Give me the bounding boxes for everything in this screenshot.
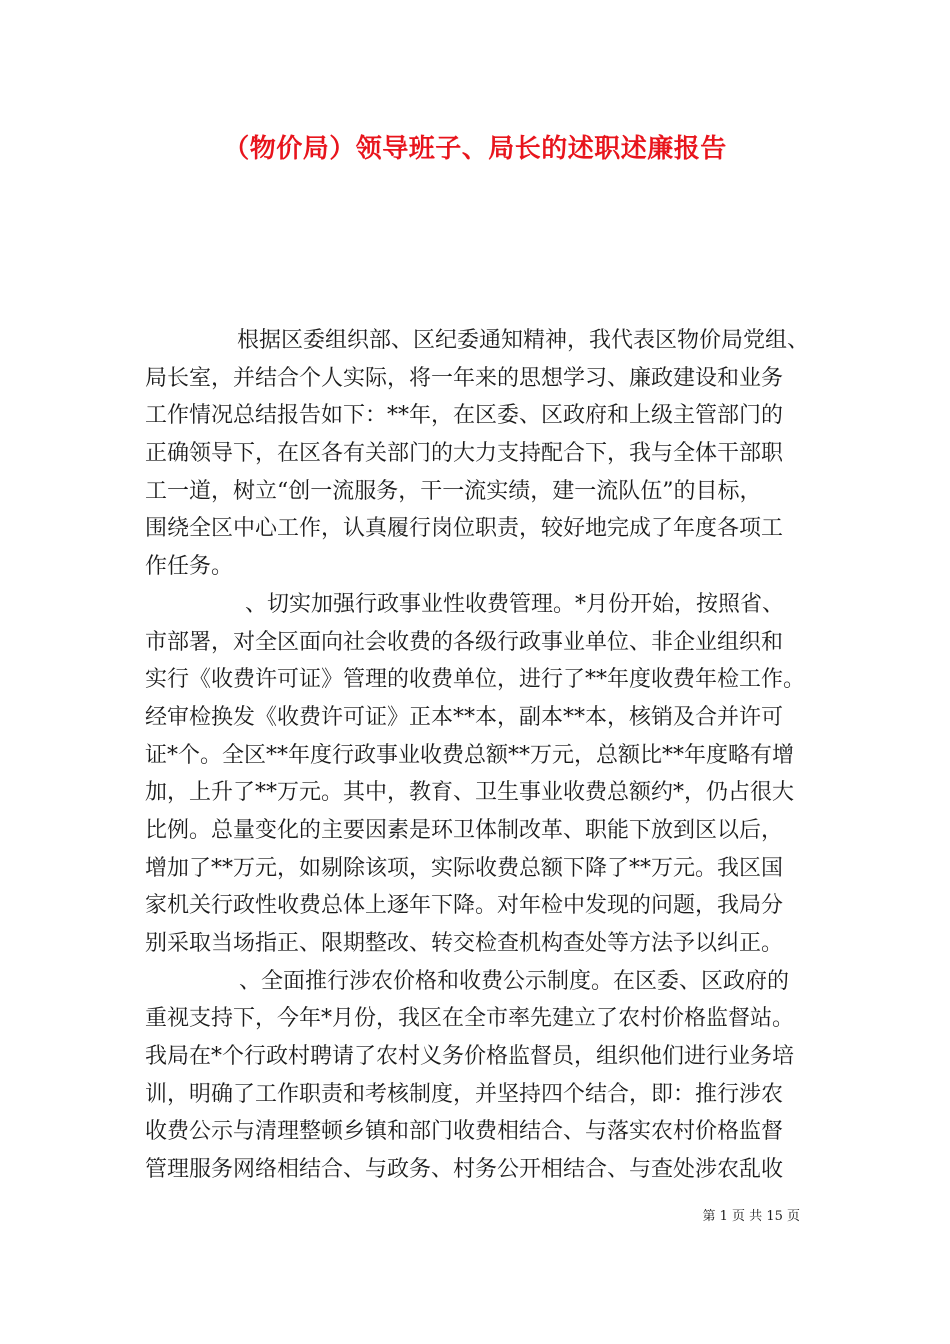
paragraph-line: 证*个。全区**年度行政事业收费总额**万元，总额比**年度略有增 xyxy=(145,742,795,768)
paragraph-line: 、切实加强行政事业性收费管理。*月份开始，按照省、 xyxy=(245,591,785,617)
paragraph-line: 训，明确了工作职责和考核制度，并坚持四个结合，即：推行涉农 xyxy=(145,1081,784,1107)
paragraph-line: 加，上升了**万元。其中，教育、卫生事业收费总额约*，仍占很大 xyxy=(145,780,795,806)
paragraph-line: 根据区委组织部、区纪委通知精神，我代表区物价局党组、 xyxy=(237,328,810,353)
paragraph-line: 市部署，对全区面向社会收费的各级行政事业单位、非企业组织和 xyxy=(145,629,784,655)
paragraph-line: 家机关行政性收费总体上逐年下降。对年检中发现的问题，我局分 xyxy=(145,893,784,919)
paragraph-fee-management xyxy=(145,586,825,963)
paragraph-line: 、全面推行涉农价格和收费公示制度。在区委、区政府的 xyxy=(239,968,790,994)
document-title: （物价局）领导班子、局长的述职述廉报告 xyxy=(223,134,727,164)
paragraph-line: 经审检换发《收费许可证》正本**本，副本**本，核销及合并许可 xyxy=(145,704,784,730)
paragraph-line: 重视支持下，今年*月份，我区在全市率先建立了农村价格监督站。 xyxy=(145,1006,795,1032)
page-number-footer: 第 1 页 共 15 页 xyxy=(702,1209,800,1224)
paragraph-line: 管理服务网络相结合、与政务、村务公开相结合、与查处涉农乱收 xyxy=(145,1157,784,1183)
paragraph-line: 作任务。 xyxy=(145,554,234,580)
paragraph-agri-price-disclosure xyxy=(145,963,825,1189)
paragraph-line: 正确领导下，在区各有关部门的大力支持配合下，我与全体干部职 xyxy=(145,441,784,467)
paragraph-line: 比例。总量变化的主要因素是环卫体制改革、职能下放到区以后， xyxy=(145,817,784,843)
paragraph-line: 围绕全区中心工作，认真履行岗位职责，较好地完成了年度各项工 xyxy=(145,516,784,542)
paragraph-line: 增加了**万元，如剔除该项，实际收费总额下降了**万元。我区国 xyxy=(145,855,784,881)
paragraph-line: 我局在*个行政村聘请了农村义务价格监督员，组织他们进行业务培 xyxy=(145,1044,795,1070)
paragraph-line: 实行《收费许可证》管理的收费单位，进行了**年度收费年检工作。 xyxy=(145,667,806,693)
paragraph-intro xyxy=(145,322,825,586)
paragraph-line: 收费公示与清理整顿乡镇和部门收费相结合、与落实农村价格监督 xyxy=(145,1119,784,1145)
paragraph-line: 局长室，并结合个人实际，将一年来的思想学习、廉政建设和业务 xyxy=(145,365,784,391)
paragraph-line: 工一道，树立“创一流服务，干一流实绩，建一流队伍”的目标， xyxy=(145,478,762,504)
document-body xyxy=(145,322,825,1189)
paragraph-line: 别采取当场指正、限期整改、转交检查机构查处等方法予以纠正。 xyxy=(145,931,784,956)
paragraph-line: 工作情况总结报告如下：**年，在区委、区政府和上级主管部门的 xyxy=(145,403,784,429)
